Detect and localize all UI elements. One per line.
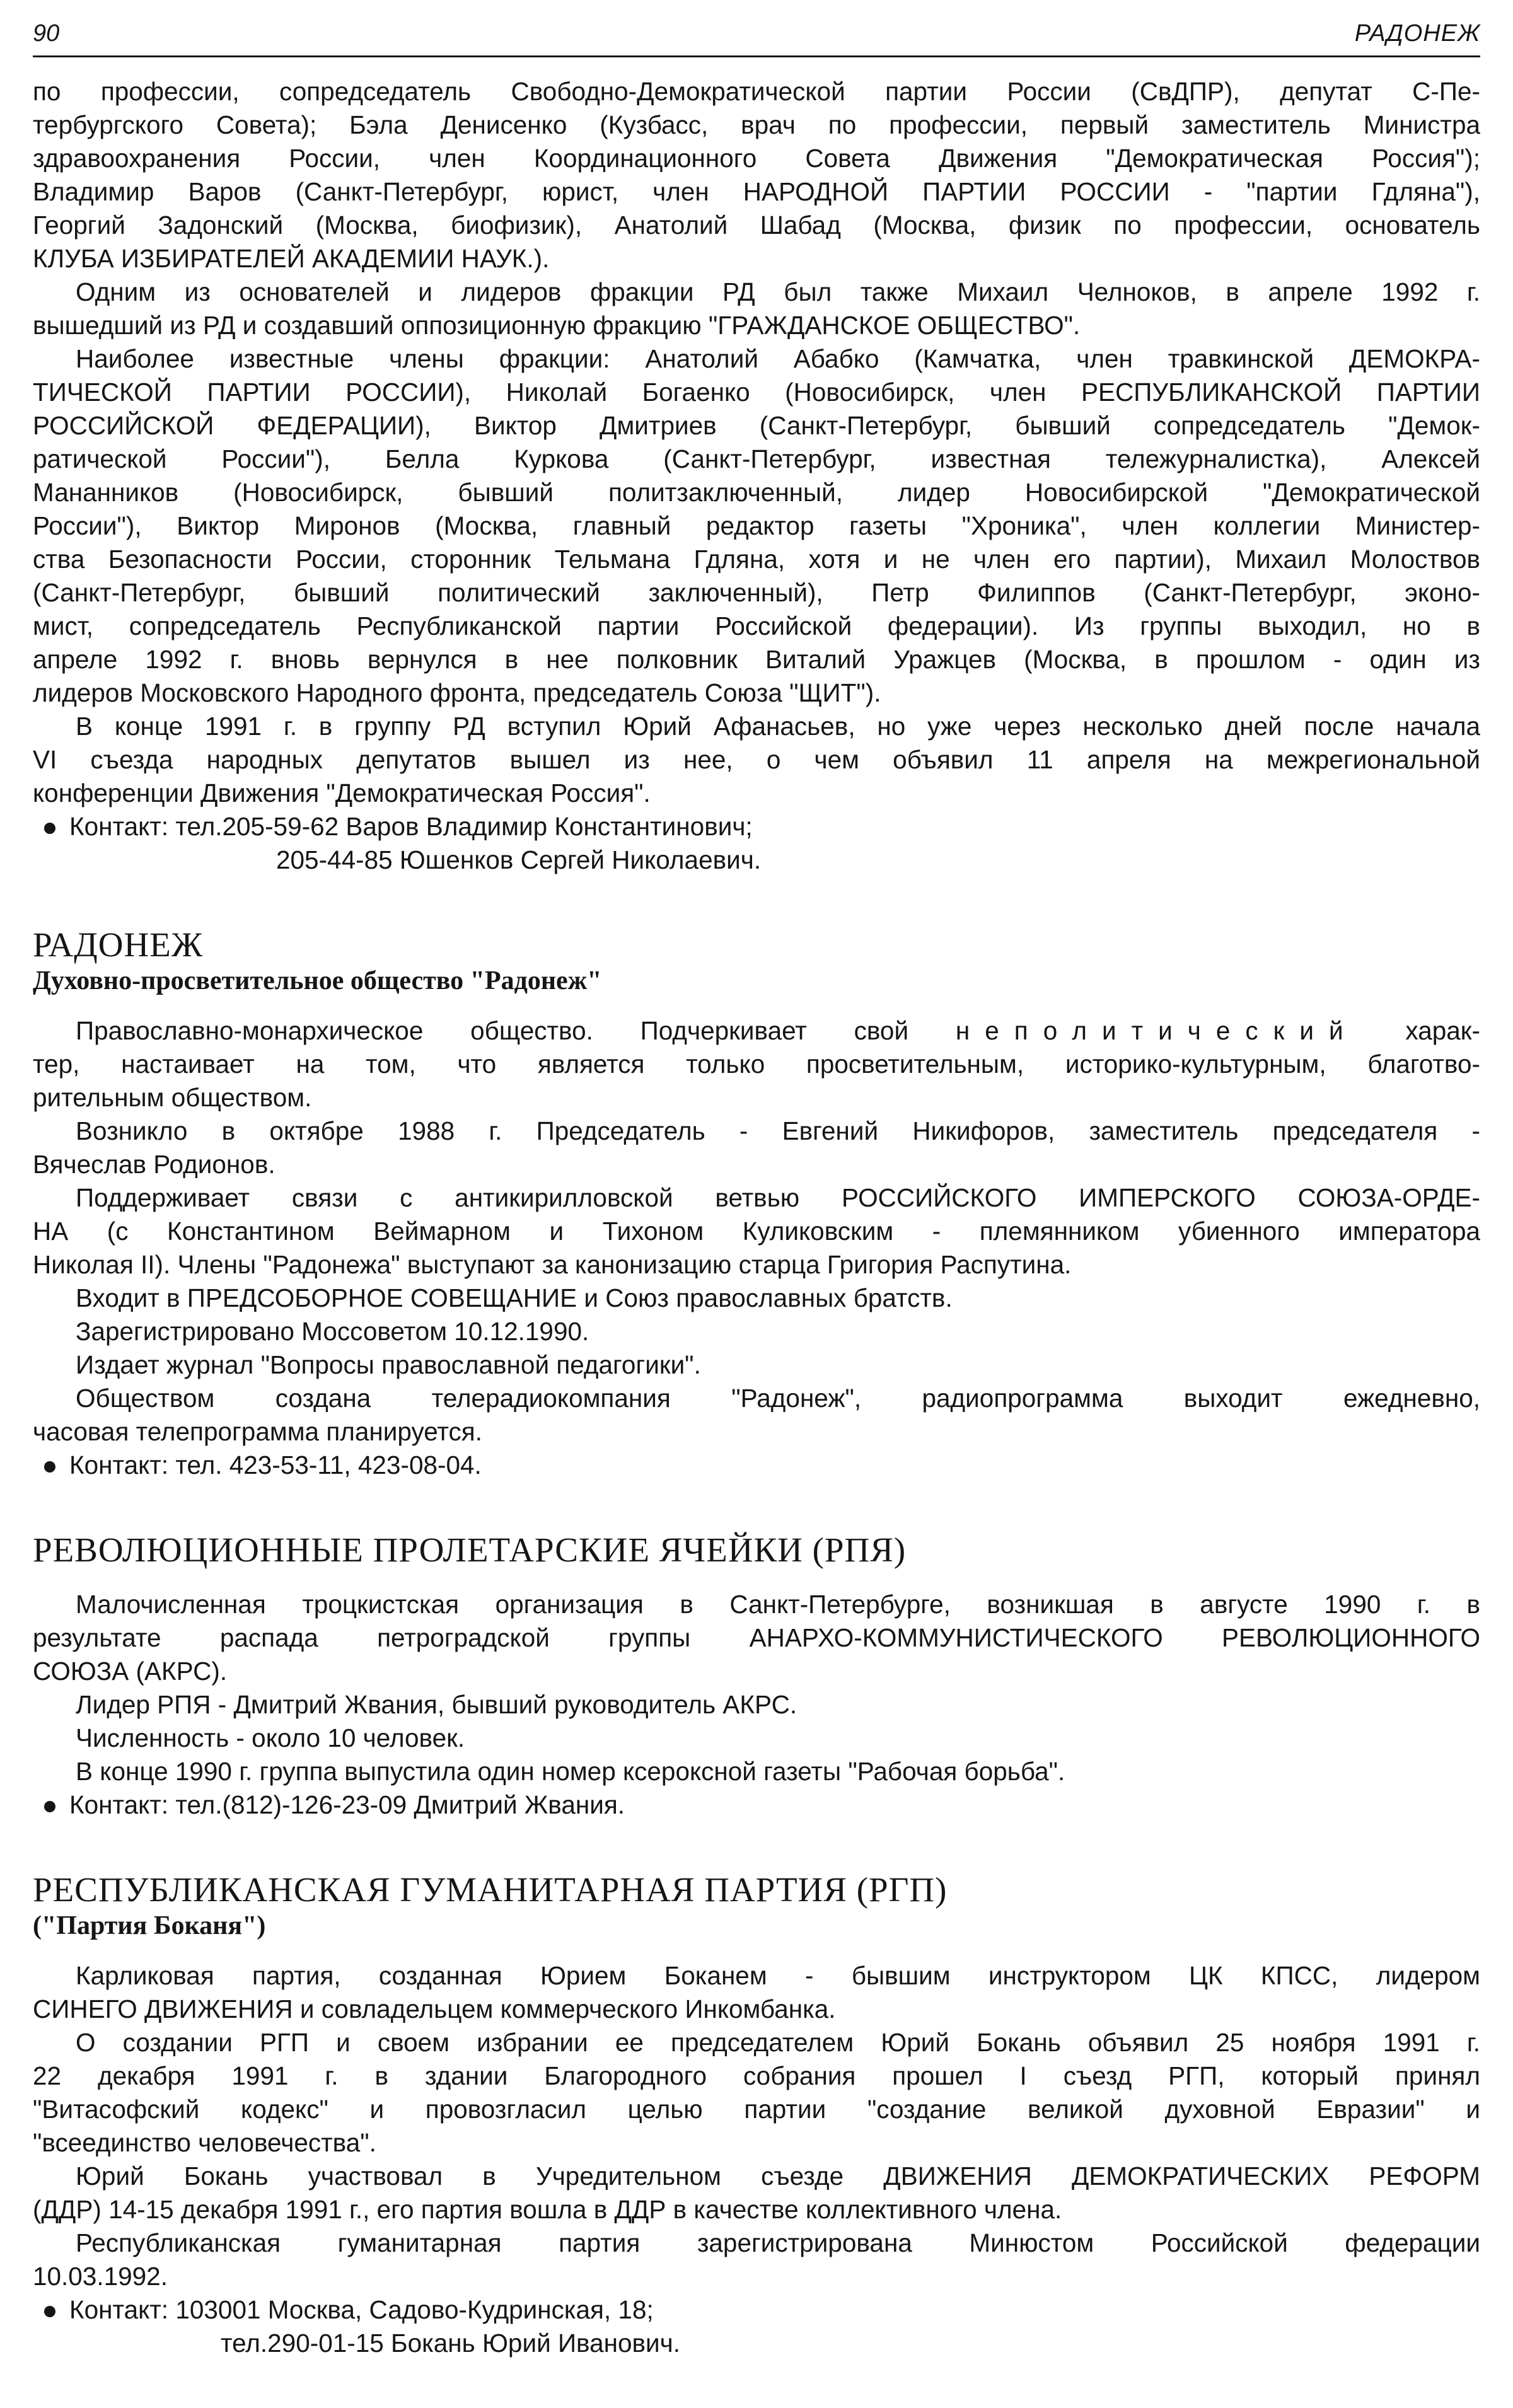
page-number: 90 [33,20,60,47]
text-line: тер, настаивает на том, что является только просветительным, историко-культурным, благотво- [33,1050,1480,1079]
entry-radonezh [33,926,1480,1482]
page-body [33,75,1480,2360]
contact-text: 103001 Москва, Садово-Кудринская, 18; [175,2295,654,2324]
entry-title: РЕВОЛЮЦИОННЫЕ ПРОЛЕТАРСКИЕ ЯЧЕЙКИ (РПЯ) [33,1531,907,1569]
text-line: 22 декабря 1991 г. в здании Благородного собрания прошел I съезд РГП, который принял [33,2061,1480,2090]
entry-rgp [33,1871,1480,2360]
entry-subtitle: Духовно-просветительное общество "Радонеж" [33,966,602,995]
bullet-icon [44,1801,55,1812]
text-line: КЛУБА ИЗБИРАТЕЛЕЙ АКАДЕМИИ НАУК.). [33,244,550,273]
text-line: ТИЧЕСКОЙ ПАРТИИ РОССИИ), Николай Богаенко (Новосибирск, член РЕСПУБЛИКАНСКОЙ ПАРТИИ [33,378,1480,407]
spaced-word: неполитический [955,1016,1359,1045]
entry-title: РАДОНЕЖ [33,925,204,964]
text-line: Численность - около 10 человек. [76,1723,465,1752]
text-line: СИНЕГО ДВИЖЕНИЯ и совладельцем коммерческого Инкомбанка. [33,1994,836,2023]
text-line: О создании РГП и своем избрании ее председателем Юрий Бокань объявил 25 ноября 1991 г. [76,2028,1480,2057]
text-line: ратической России"), Белла Куркова (Санкт-Петербург, известная тележурналистка), Алексей [33,444,1480,473]
text-line: Обществом создана телерадиокомпания "Радонеж", радиопрограмма выходит ежедневно, [76,1384,1480,1413]
entry-subtitle: ("Партия Боканя") [33,1911,266,1940]
text-line: по профессии, сопредседатель Свободно-Демократической партии России (СвДПР), депутат С-Пе- [33,77,1480,106]
contact-line [33,1788,1480,1822]
text-line: Юрий Бокань участвовал в Учредительном съезде ДВИЖЕНИЯ ДЕМОКРАТИЧЕСКИХ РЕФОРМ [76,2162,1480,2191]
contact-text: тел.205-59-62 Варов Владимир Константинович; [175,812,753,841]
text-line: мист, сопредседатель Республиканской партии Российской федерации). Из группы выходил, но в [33,611,1480,640]
text-line: лидеров Московского Народного фронта, председатель Союза "ЩИТ"). [33,678,881,707]
text-line: Православно-монархическое общество. Подчеркивает свой неполитический харак- [76,1016,1480,1045]
intro-section [33,75,1480,877]
document-page [33,16,1480,2360]
text-line: Карликовая партия, созданная Юрием Боканем - бывшим инструктором ЦК КПСС, лидером [76,1961,1480,1990]
contact-line: тел.290-01-15 Бокань Юрий Иванович. [221,2329,681,2358]
contact-line: 205-44-85 Юшенков Сергей Николаевич. [276,845,762,874]
entry-title: РЕСПУБЛИКАНСКАЯ ГУМАНИТАРНАЯ ПАРТИЯ (РГП) [33,1870,948,1909]
text-line: Георгий Задонский (Москва, биофизик), Анатолий Шабад (Москва, физик по профессии, основатель [33,211,1480,240]
text-line: В конце 1991 г. в группу РД вступил Юрий Афанасьев, но уже через несколько дней после начала [76,712,1480,741]
text-line: вышедший из РД и создавший оппозиционную фракцию "ГРАЖДАНСКОЕ ОБЩЕСТВО". [33,311,1081,340]
bullet-icon [44,2306,55,2317]
text-line: Малочисленная троцкистская организация в Санкт-Петербурге, возникшая в августе 1990 г. в [76,1590,1480,1619]
text-line: Поддерживает связи с антикирилловской ветвью РОССИЙСКОГО ИМПЕРСКОГО СОЮЗА-ОРДЕ- [76,1183,1480,1212]
text-line: результате распада петроградской группы АНАРХО-КОММУНИСТИЧЕСКОГО РЕВОЛЮЦИОННОГО [33,1623,1480,1652]
text-line: "всеединство человечества". [33,2128,376,2157]
text-line: Возникло в октябре 1988 г. Председатель - Евгений Никифоров, заместитель председателя - [76,1116,1480,1145]
contact-line [33,1449,1480,1482]
text-line: РОССИЙСКОЙ ФЕДЕРАЦИИ), Виктор Дмитриев (Санкт-Петербург, бывший сопредседатель "Демок- [33,411,1480,440]
text-line: 10.03.1992. [33,2262,168,2291]
text-line: Издает журнал "Вопросы православной педагогики". [76,1350,701,1379]
text-line: конференции Движения "Демократическая Россия". [33,779,651,807]
bullet-icon [44,1461,55,1473]
contact-label: Контакт: [69,1790,169,1819]
text-line: тербургского Совета); Бэла Денисенко (Кузбасс, врач по профессии, первый заместитель Министра [33,110,1480,139]
text-line: России"), Виктор Миронов (Москва, главный редактор газеты "Хроника", член коллегии Министер- [33,511,1480,540]
contact-text: тел.(812)-126-23-09 Дмитрий Жвания. [175,1790,625,1819]
contact-label: Контакт: [69,2295,169,2324]
bullet-icon [44,823,55,834]
text-line: Входит в ПРЕДСОБОРНОЕ СОВЕЩАНИЕ и Союз православных братств. [76,1283,953,1312]
text-line: апреле 1992 г. вновь вернулся в нее полковник Виталий Уражцев (Москва, в прошлом - один из [33,645,1480,674]
text-line: СОЮЗА (АКРС). [33,1657,228,1686]
contact-text: тел. 423-53-11, 423-08-04. [175,1450,482,1479]
text-line: Мананников (Новосибирск, бывший политзаключенный, лидер Новосибирской "Демократической [33,478,1480,507]
text-line: (ДДР) 14-15 декабря 1991 г., его партия вошла в ДДР в качестве коллективного члена. [33,2195,1062,2224]
contact-label: Контакт: [69,1450,169,1479]
text-line: (Санкт-Петербург, бывший политический заключенный), Петр Филиппов (Санкт-Петербург, эконо- [33,578,1480,607]
text-line: Николая II). Члены "Радонежа" выступают за канонизацию старца Григория Распутина. [33,1250,1072,1279]
text-line: здравоохранения России, член Координационного Совета Движения "Демократическая Россия"); [33,144,1480,173]
text-line: Владимир Варов (Санкт-Петербург, юрист, член НАРОДНОЙ ПАРТИИ РОССИИ - "партии Гдляна"), [33,177,1480,206]
running-header [33,16,1480,57]
text-line: Республиканская гуманитарная партия зарегистрирована Минюстом Российской федерации [76,2228,1480,2257]
contact-label: Контакт: [69,812,169,841]
text-line: ства Безопасности России, сторонник Тельмана Гдляна, хотя и не член его партии), Михаил Молоствов [33,545,1480,574]
contact-line [33,2293,1480,2327]
entry-rpya [33,1531,1480,1822]
text-line: Зарегистрировано Моссоветом 10.12.1990. [76,1317,589,1346]
text-line: часовая телепрограмма планируется. [33,1417,482,1446]
text-line: Наиболее известные члены фракции: Анатолий Абабко (Камчатка, член травкинской ДЕМОКРА- [76,344,1480,373]
text-line: VI съезда народных депутатов вышел из нее, о чем объявил 11 апреля на межрегиональной [33,745,1480,774]
text-line: "Витасофский кодекс" и провозгласил целью партии "создание великой духовной Евразии" и [33,2095,1480,2124]
running-title: РАДОНЕЖ [1354,20,1480,47]
text-line: НА (с Константином Веймарном и Тихоном Куликовским - племянником убиенного императора [33,1217,1480,1246]
contact-line [33,810,1480,843]
text-line: рительным обществом. [33,1083,312,1112]
text-line: Вячеслав Родионов. [33,1150,275,1179]
text-line: В конце 1990 г. группа выпустила один номер ксероксной газеты "Рабочая борьба". [76,1757,1065,1786]
text-line: Одним из основателей и лидеров фракции РД был также Михаил Челноков, в апреле 1992 г. [76,277,1480,306]
text-line: Лидер РПЯ - Дмитрий Жвания, бывший руководитель АКРС. [76,1690,797,1719]
